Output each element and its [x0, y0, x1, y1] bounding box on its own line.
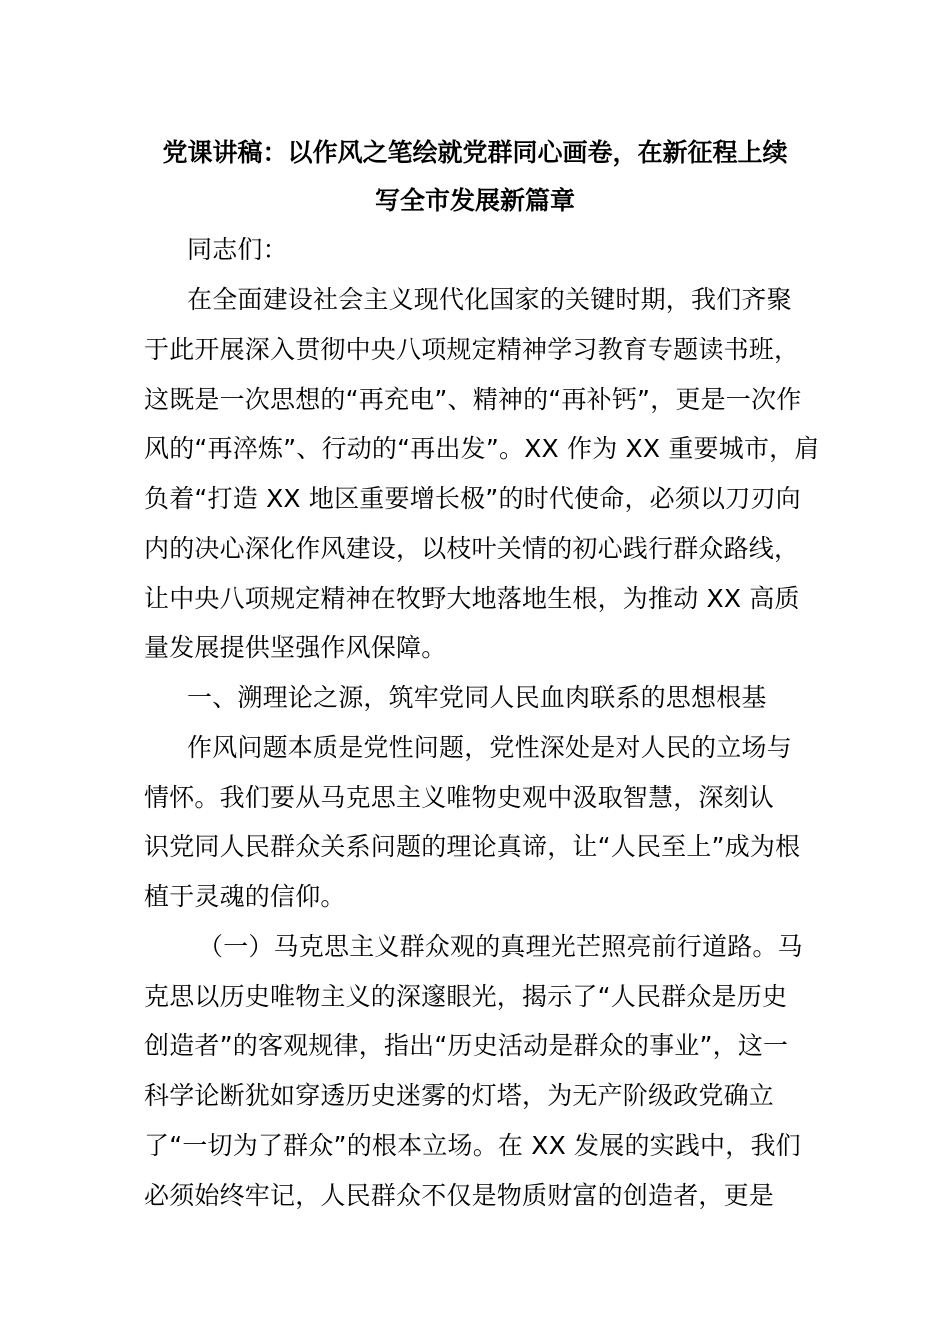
paragraph-line: 让中央八项规定精神在牧野大地落地生根，为推动 XX 高质 — [144, 584, 800, 613]
paragraph-line: 情怀。我们要从马克思主义唯物史观中汲取智慧，深刻认 — [144, 783, 775, 812]
paragraph-line: 必须始终牢记，人民群众不仅是物质财富的创造者，更是 — [144, 1181, 775, 1210]
paragraph-line: 在全面建设社会主义现代化国家的关键时期，我们齐聚 — [187, 285, 792, 314]
paragraph-line: 植于灵魂的信仰。 — [144, 882, 346, 911]
paragraph-line: 克思以历史唯物主义的深邃眼光，揭示了“人民群众是历史 — [144, 982, 788, 1011]
paragraph-line: 了“一切为了群众”的根本立场。在 XX 发展的实践中，我们 — [144, 1131, 801, 1160]
salutation: 同志们： — [187, 235, 288, 264]
paragraph-line: 科学论断犹如穿透历史迷雾的灯塔，为无产阶级政党确立 — [144, 1081, 775, 1110]
paragraph-line: 创造者”的客观规律，指出“历史活动是群众的事业”，这一 — [144, 1031, 789, 1060]
paragraph-line: 识党同人民群众关系问题的理论真谛，让“人民至上”成为根 — [144, 832, 801, 861]
subsection-line: （一）马克思主义群众观的真理光芒照亮前行道路。马 — [198, 932, 803, 961]
paragraph-line: 这既是一次思想的“再充电”、精神的“再补钙”，更是一次作 — [144, 385, 802, 414]
document-title-line-1: 党课讲稿：以作风之笔绘就党群同心画卷，在新征程上续 — [162, 138, 788, 167]
paragraph-line: 于此开展深入贯彻中央八项规定精神学习教育专题读书班， — [144, 335, 800, 364]
section-heading: 一、溯理论之源，筑牢党同人民血肉联系的思想根基 — [187, 683, 767, 712]
paragraph-line: 风的“再淬炼”、行动的“再出发”。XX 作为 XX 重要城市，肩 — [144, 434, 820, 463]
paragraph-line: 负着“打造 XX 地区重要增长极”的时代使命，必须以刀刃向 — [144, 484, 801, 513]
paragraph-line: 量发展提供坚强作风保障。 — [144, 633, 447, 662]
paragraph-line: 作风问题本质是党性问题，党性深处是对人民的立场与 — [187, 733, 792, 762]
document-title-line-2: 写全市发展新篇章 — [374, 186, 575, 215]
paragraph-line: 内的决心深化作风建设，以枝叶关情的初心践行群众路线， — [144, 534, 800, 563]
